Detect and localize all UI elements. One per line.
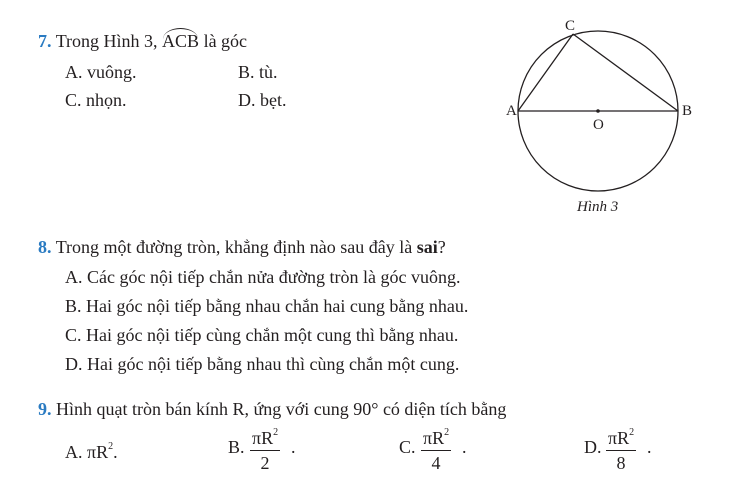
q9-option-d-numerator: πR: [608, 428, 630, 448]
q9-option-b-fraction: [250, 422, 280, 474]
q9-option-a-end: .: [113, 442, 118, 462]
question-8-emphasis: sai: [416, 237, 438, 257]
center-point-o: [596, 109, 600, 113]
q9-option-b-letter: B.: [228, 437, 245, 457]
q9-option-c-letter: C.: [399, 437, 416, 457]
q9-option-a-exponent: 2: [108, 441, 114, 452]
q9-option-c-denominator: 4: [431, 453, 441, 473]
q9-option-b-numerator: πR: [252, 428, 274, 448]
question-7-stem: [38, 30, 247, 52]
q8-option-d: D. Hai góc nội tiếp bằng nhau thì cùng chắn một cung.: [65, 354, 460, 374]
question-8-stem: [38, 236, 446, 258]
q9-option-d-end: .: [647, 437, 652, 457]
q9-option-d-denominator: 8: [616, 453, 626, 473]
q7-option-a: A. vuông.: [65, 62, 137, 82]
q8-option-c: C. Hai góc nội tiếp cùng chắn một cung thì bằng nhau.: [65, 325, 459, 345]
question-7-text-after: là góc: [203, 31, 248, 51]
segment-cb: [573, 34, 678, 111]
q9-option-a-expr: πR: [87, 442, 109, 462]
q7-option-b: B. tù.: [238, 62, 278, 82]
angle-acb: ACB: [162, 31, 200, 51]
q7-option-c: C. nhọn.: [65, 90, 127, 110]
label-b: B: [682, 103, 693, 119]
q9-option-d-fraction: [606, 422, 636, 474]
q9-option-c-end: .: [462, 437, 467, 457]
question-7-number: 7.: [38, 31, 52, 51]
question-9-number: 9.: [38, 399, 52, 419]
q9-option-a: [65, 436, 118, 463]
q9-option-b-exponent: 2: [273, 427, 279, 438]
label-c: C: [565, 18, 576, 34]
q9-option-b-end: .: [291, 437, 296, 457]
question-9-text: Hình quạt tròn bán kính R, ứng với cung 90° có diện tích bằng: [56, 399, 507, 419]
figure-3-caption: Hình 3: [577, 199, 619, 215]
q9-option-d-exponent: 2: [629, 427, 635, 438]
q7-option-d: D. bẹt.: [238, 90, 287, 110]
question-9-stem: [38, 398, 506, 420]
q9-option-c-numerator: πR: [423, 428, 445, 448]
question-8-number: 8.: [38, 237, 52, 257]
q9-option-c-fraction: [421, 422, 451, 474]
figure-3-diagram: [495, 18, 705, 218]
label-o: O: [593, 117, 604, 133]
question-7-text-before: Trong Hình 3,: [55, 31, 158, 51]
segment-ac: [518, 34, 573, 111]
q8-option-a: A. Các góc nội tiếp chắn nửa đường tròn là góc vuông.: [65, 267, 461, 287]
q9-option-b-denominator: 2: [260, 453, 270, 473]
label-a: A: [506, 103, 517, 119]
question-8-end: ?: [437, 237, 446, 257]
q9-option-c-exponent: 2: [444, 427, 450, 438]
q8-option-b: B. Hai góc nội tiếp bằng nhau chắn hai cung bằng nhau.: [65, 296, 469, 316]
question-8-text: Trong một đường tròn, khẳng định nào sau đây là: [55, 237, 413, 257]
q9-option-d-letter: D.: [584, 437, 602, 457]
q9-option-a-letter: A.: [65, 442, 83, 462]
